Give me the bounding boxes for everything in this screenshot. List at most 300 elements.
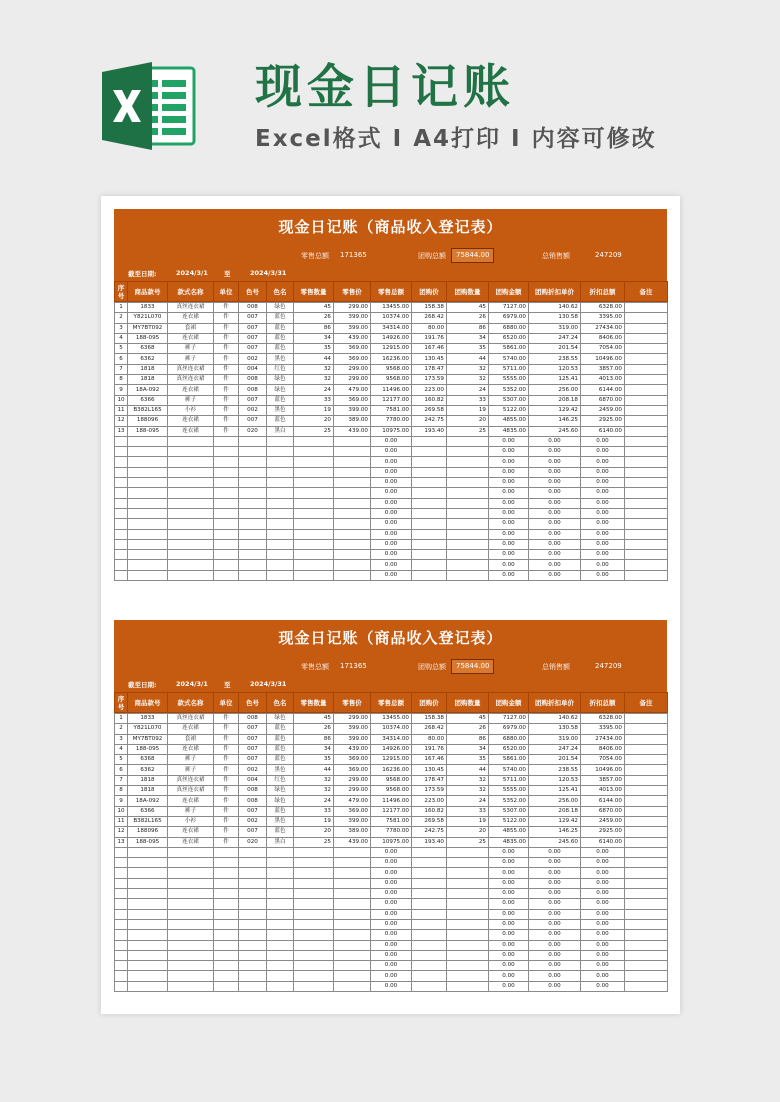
table-cell[interactable]: Y821L070 <box>128 724 168 734</box>
table-cell[interactable]: 9 <box>115 796 128 806</box>
table-cell[interactable]: 191.76 <box>412 744 447 754</box>
table-cell[interactable]: 裤子 <box>168 344 214 354</box>
table-cell[interactable] <box>115 950 128 960</box>
table-cell[interactable] <box>128 529 168 539</box>
table-cell[interactable]: 5555.00 <box>489 786 529 796</box>
table-cell[interactable] <box>214 950 239 960</box>
table-cell[interactable] <box>115 981 128 991</box>
table-cell[interactable] <box>115 961 128 971</box>
table-cell[interactable]: 008 <box>239 375 267 385</box>
table-cell[interactable]: 10 <box>115 806 128 816</box>
table-cell[interactable]: 439.00 <box>334 333 371 343</box>
table-cell[interactable]: 12 <box>115 827 128 837</box>
table-cell[interactable] <box>625 940 668 950</box>
table-cell[interactable] <box>294 981 334 991</box>
table-cell[interactable]: 件 <box>214 827 239 837</box>
table-cell[interactable] <box>168 529 214 539</box>
table-cell[interactable] <box>239 940 267 950</box>
table-cell[interactable]: 0.00 <box>529 878 581 888</box>
table-cell[interactable]: 1 <box>115 714 128 724</box>
table-cell[interactable]: 44 <box>447 354 489 364</box>
table-cell[interactable]: 4855.00 <box>489 416 529 426</box>
table-cell[interactable]: 11496.00 <box>371 385 412 395</box>
table-cell[interactable]: 160.82 <box>412 395 447 405</box>
table-cell[interactable]: 0.00 <box>489 971 529 981</box>
table-cell[interactable]: 0.00 <box>489 981 529 991</box>
table-cell[interactable] <box>239 930 267 940</box>
table-cell[interactable] <box>239 919 267 929</box>
table-cell[interactable]: 120.53 <box>529 364 581 374</box>
table-cell[interactable] <box>294 570 334 580</box>
table-cell[interactable] <box>115 868 128 878</box>
table-cell[interactable]: 0.00 <box>581 498 625 508</box>
table-cell[interactable]: 193.40 <box>412 426 447 436</box>
table-cell[interactable] <box>168 436 214 446</box>
table-cell[interactable] <box>168 467 214 477</box>
table-cell[interactable] <box>447 961 489 971</box>
table-cell[interactable] <box>294 909 334 919</box>
table-cell[interactable]: 25 <box>447 426 489 436</box>
table-cell[interactable]: 连衣裙 <box>168 426 214 436</box>
table-cell[interactable]: 399.00 <box>334 816 371 826</box>
table-cell[interactable]: 0.00 <box>581 858 625 868</box>
table-cell[interactable]: 0.00 <box>529 550 581 560</box>
table-cell[interactable] <box>115 457 128 467</box>
table-cell[interactable] <box>168 878 214 888</box>
table-cell[interactable] <box>267 436 294 446</box>
table-cell[interactable]: 8 <box>115 375 128 385</box>
table-cell[interactable] <box>214 519 239 529</box>
table-cell[interactable]: 9568.00 <box>371 775 412 785</box>
table-cell[interactable] <box>334 478 371 488</box>
table-cell[interactable]: 20 <box>294 416 334 426</box>
table-cell[interactable] <box>294 447 334 457</box>
table-cell[interactable] <box>334 971 371 981</box>
table-cell[interactable] <box>625 354 668 364</box>
table-cell[interactable] <box>334 889 371 899</box>
table-cell[interactable] <box>412 919 447 929</box>
table-cell[interactable]: 6880.00 <box>489 734 529 744</box>
table-cell[interactable]: 33 <box>447 806 489 816</box>
table-cell[interactable]: 蓝色 <box>267 344 294 354</box>
table-cell[interactable]: 绿色 <box>267 385 294 395</box>
table-cell[interactable] <box>214 529 239 539</box>
table-cell[interactable] <box>294 940 334 950</box>
table-cell[interactable] <box>412 909 447 919</box>
table-cell[interactable] <box>128 950 168 960</box>
table-cell[interactable] <box>214 508 239 518</box>
table-cell[interactable] <box>334 529 371 539</box>
table-cell[interactable] <box>625 796 668 806</box>
table-cell[interactable] <box>294 560 334 570</box>
table-cell[interactable]: 13 <box>115 426 128 436</box>
table-cell[interactable] <box>447 909 489 919</box>
table-cell[interactable]: 0.00 <box>489 447 529 457</box>
table-cell[interactable]: 3 <box>115 734 128 744</box>
table-cell[interactable]: 007 <box>239 416 267 426</box>
table-cell[interactable]: 008 <box>239 796 267 806</box>
table-cell[interactable] <box>447 981 489 991</box>
table-cell[interactable]: 129.42 <box>529 405 581 415</box>
table-cell[interactable]: 399.00 <box>334 405 371 415</box>
table-cell[interactable] <box>214 488 239 498</box>
table-cell[interactable]: 188096 <box>128 416 168 426</box>
table-cell[interactable]: 191.76 <box>412 333 447 343</box>
table-cell[interactable]: 7054.00 <box>581 755 625 765</box>
table-cell[interactable]: 45 <box>447 714 489 724</box>
table-cell[interactable] <box>267 529 294 539</box>
table-cell[interactable] <box>294 529 334 539</box>
table-cell[interactable] <box>239 498 267 508</box>
table-cell[interactable]: 裤子 <box>168 806 214 816</box>
table-cell[interactable]: 蓝色 <box>267 313 294 323</box>
table-cell[interactable] <box>625 714 668 724</box>
table-cell[interactable]: 连衣裙 <box>168 333 214 343</box>
table-cell[interactable]: 002 <box>239 765 267 775</box>
table-cell[interactable]: 256.00 <box>529 796 581 806</box>
table-cell[interactable] <box>412 899 447 909</box>
table-cell[interactable]: 0.00 <box>529 447 581 457</box>
table-cell[interactable] <box>115 878 128 888</box>
table-cell[interactable] <box>115 436 128 446</box>
table-cell[interactable] <box>625 765 668 775</box>
table-cell[interactable]: 件 <box>214 755 239 765</box>
table-cell[interactable] <box>267 940 294 950</box>
table-cell[interactable]: 4835.00 <box>489 837 529 847</box>
table-cell[interactable]: 黑色 <box>267 816 294 826</box>
table-cell[interactable] <box>334 436 371 446</box>
table-cell[interactable] <box>334 467 371 477</box>
table-cell[interactable]: 44 <box>447 765 489 775</box>
table-cell[interactable]: 439.00 <box>334 837 371 847</box>
table-cell[interactable] <box>168 971 214 981</box>
table-cell[interactable] <box>625 806 668 816</box>
table-cell[interactable] <box>267 488 294 498</box>
table-cell[interactable]: 0.00 <box>529 519 581 529</box>
table-cell[interactable] <box>625 395 668 405</box>
table-cell[interactable]: 0.00 <box>529 940 581 950</box>
table-cell[interactable] <box>294 919 334 929</box>
table-cell[interactable]: 10975.00 <box>371 837 412 847</box>
table-cell[interactable]: 0.00 <box>371 961 412 971</box>
table-cell[interactable]: 12 <box>115 416 128 426</box>
table-cell[interactable] <box>625 899 668 909</box>
table-cell[interactable] <box>128 878 168 888</box>
table-cell[interactable] <box>267 447 294 457</box>
table-cell[interactable] <box>239 457 267 467</box>
table-cell[interactable] <box>334 940 371 950</box>
table-cell[interactable] <box>128 961 168 971</box>
table-cell[interactable]: 8406.00 <box>581 744 625 754</box>
table-cell[interactable]: 红色 <box>267 775 294 785</box>
table-cell[interactable] <box>625 303 668 313</box>
table-cell[interactable] <box>168 498 214 508</box>
table-cell[interactable] <box>334 930 371 940</box>
table-cell[interactable] <box>267 909 294 919</box>
table-cell[interactable]: 0.00 <box>581 539 625 549</box>
table-cell[interactable] <box>334 847 371 857</box>
table-cell[interactable] <box>625 416 668 426</box>
table-cell[interactable]: 6880.00 <box>489 323 529 333</box>
table-cell[interactable]: 0.00 <box>581 919 625 929</box>
table-cell[interactable]: 蓝色 <box>267 323 294 333</box>
table-cell[interactable]: 269.58 <box>412 816 447 826</box>
table-cell[interactable] <box>334 981 371 991</box>
table-cell[interactable]: 2925.00 <box>581 827 625 837</box>
table-cell[interactable]: 208.18 <box>529 395 581 405</box>
table-cell[interactable] <box>294 889 334 899</box>
table-cell[interactable]: 0.00 <box>489 457 529 467</box>
table-cell[interactable]: 件 <box>214 303 239 313</box>
table-cell[interactable]: 0.00 <box>529 858 581 868</box>
table-cell[interactable]: 9568.00 <box>371 364 412 374</box>
table-cell[interactable]: 399.00 <box>334 313 371 323</box>
table-cell[interactable]: 44 <box>294 765 334 775</box>
table-cell[interactable]: 3395.00 <box>581 724 625 734</box>
table-cell[interactable] <box>128 971 168 981</box>
table-cell[interactable]: 件 <box>214 816 239 826</box>
table-cell[interactable]: 007 <box>239 313 267 323</box>
table-cell[interactable] <box>128 570 168 580</box>
table-cell[interactable] <box>267 950 294 960</box>
table-cell[interactable]: 242.75 <box>412 416 447 426</box>
table-cell[interactable] <box>115 858 128 868</box>
table-cell[interactable] <box>128 508 168 518</box>
table-cell[interactable]: 2 <box>115 724 128 734</box>
table-cell[interactable]: 24 <box>447 385 489 395</box>
table-cell[interactable]: 件 <box>214 333 239 343</box>
table-cell[interactable]: 0.00 <box>489 478 529 488</box>
table-cell[interactable]: 蓝色 <box>267 806 294 816</box>
table-cell[interactable] <box>128 868 168 878</box>
table-cell[interactable]: 绿色 <box>267 714 294 724</box>
table-cell[interactable]: 268.42 <box>412 724 447 734</box>
table-cell[interactable]: 绿色 <box>267 786 294 796</box>
table-cell[interactable] <box>168 930 214 940</box>
table-cell[interactable] <box>115 488 128 498</box>
table-cell[interactable]: 件 <box>214 734 239 744</box>
table-cell[interactable] <box>239 868 267 878</box>
table-cell[interactable]: 件 <box>214 724 239 734</box>
table-cell[interactable] <box>267 560 294 570</box>
table-cell[interactable]: 299.00 <box>334 714 371 724</box>
table-cell[interactable]: 0.00 <box>371 488 412 498</box>
table-cell[interactable]: 26 <box>294 724 334 734</box>
table-cell[interactable] <box>625 816 668 826</box>
table-cell[interactable]: 0.00 <box>529 981 581 991</box>
table-cell[interactable] <box>267 508 294 518</box>
table-cell[interactable]: 裤子 <box>168 755 214 765</box>
table-cell[interactable]: 连衣裙 <box>168 827 214 837</box>
table-cell[interactable]: 27434.00 <box>581 323 625 333</box>
table-cell[interactable] <box>447 498 489 508</box>
table-cell[interactable]: 146.25 <box>529 827 581 837</box>
table-cell[interactable]: 小衫 <box>168 816 214 826</box>
table-cell[interactable] <box>168 858 214 868</box>
table-cell[interactable]: 件 <box>214 426 239 436</box>
table-cell[interactable]: 0.00 <box>489 508 529 518</box>
table-cell[interactable] <box>625 724 668 734</box>
table-cell[interactable]: 0.00 <box>581 488 625 498</box>
table-cell[interactable] <box>334 909 371 919</box>
table-cell[interactable]: 34 <box>447 744 489 754</box>
table-cell[interactable]: 19 <box>447 405 489 415</box>
table-cell[interactable] <box>447 889 489 899</box>
table-cell[interactable]: 7581.00 <box>371 405 412 415</box>
table-cell[interactable] <box>168 940 214 950</box>
table-cell[interactable] <box>115 847 128 857</box>
table-cell[interactable] <box>625 971 668 981</box>
table-cell[interactable] <box>447 919 489 929</box>
table-cell[interactable]: 0.00 <box>489 467 529 477</box>
table-cell[interactable]: 0.00 <box>529 930 581 940</box>
table-cell[interactable]: 25 <box>447 837 489 847</box>
table-cell[interactable]: 14926.00 <box>371 333 412 343</box>
table-cell[interactable]: 0.00 <box>581 467 625 477</box>
table-cell[interactable]: 26 <box>447 313 489 323</box>
table-cell[interactable]: 6140.00 <box>581 426 625 436</box>
table-cell[interactable] <box>334 498 371 508</box>
table-cell[interactable] <box>115 550 128 560</box>
table-cell[interactable]: 0.00 <box>529 889 581 899</box>
table-cell[interactable]: 2 <box>115 313 128 323</box>
table-cell[interactable]: 6979.00 <box>489 313 529 323</box>
table-cell[interactable] <box>412 467 447 477</box>
table-cell[interactable]: 6870.00 <box>581 395 625 405</box>
table-cell[interactable]: 45 <box>294 714 334 724</box>
table-cell[interactable]: 3857.00 <box>581 364 625 374</box>
table-cell[interactable]: 130.58 <box>529 724 581 734</box>
table-cell[interactable] <box>239 570 267 580</box>
table-cell[interactable] <box>625 734 668 744</box>
table-cell[interactable]: 5555.00 <box>489 375 529 385</box>
table-cell[interactable]: 0.00 <box>489 930 529 940</box>
table-cell[interactable] <box>625 333 668 343</box>
table-cell[interactable] <box>625 519 668 529</box>
table-cell[interactable]: 0.00 <box>489 847 529 857</box>
table-cell[interactable] <box>447 868 489 878</box>
table-cell[interactable]: 0.00 <box>581 930 625 940</box>
table-cell[interactable] <box>214 539 239 549</box>
table-cell[interactable] <box>625 436 668 446</box>
group-total-value[interactable]: 75844.00 <box>451 248 494 263</box>
table-cell[interactable] <box>294 550 334 560</box>
table-cell[interactable]: 0.00 <box>529 899 581 909</box>
table-cell[interactable]: 86 <box>294 734 334 744</box>
table-cell[interactable]: 6328.00 <box>581 714 625 724</box>
table-cell[interactable]: 黑白 <box>267 426 294 436</box>
table-cell[interactable] <box>239 447 267 457</box>
table-cell[interactable]: 369.00 <box>334 354 371 364</box>
table-cell[interactable]: 140.62 <box>529 303 581 313</box>
table-cell[interactable]: 0.00 <box>489 899 529 909</box>
table-cell[interactable]: 0.00 <box>529 539 581 549</box>
table-cell[interactable] <box>239 961 267 971</box>
table-cell[interactable] <box>214 447 239 457</box>
table-cell[interactable] <box>412 847 447 857</box>
table-cell[interactable] <box>128 940 168 950</box>
table-cell[interactable] <box>294 868 334 878</box>
table-cell[interactable] <box>334 950 371 960</box>
table-cell[interactable] <box>267 457 294 467</box>
table-cell[interactable]: 125.41 <box>529 786 581 796</box>
table-cell[interactable]: 008 <box>239 786 267 796</box>
table-cell[interactable]: 10496.00 <box>581 765 625 775</box>
table-cell[interactable] <box>447 899 489 909</box>
table-cell[interactable] <box>115 940 128 950</box>
table-cell[interactable]: 319.00 <box>529 734 581 744</box>
table-cell[interactable]: 件 <box>214 375 239 385</box>
table-cell[interactable]: 399.00 <box>334 724 371 734</box>
table-cell[interactable]: 004 <box>239 775 267 785</box>
table-cell[interactable]: 1818 <box>128 786 168 796</box>
table-cell[interactable]: 007 <box>239 755 267 765</box>
table-cell[interactable] <box>625 961 668 971</box>
table-cell[interactable] <box>447 519 489 529</box>
table-cell[interactable] <box>447 950 489 960</box>
table-cell[interactable]: 0.00 <box>371 919 412 929</box>
table-cell[interactable]: 6366 <box>128 395 168 405</box>
table-cell[interactable] <box>267 498 294 508</box>
table-cell[interactable]: 0.00 <box>581 950 625 960</box>
table-cell[interactable] <box>447 508 489 518</box>
start-date[interactable]: 2024/3/1 <box>176 680 208 688</box>
table-cell[interactable] <box>214 909 239 919</box>
table-cell[interactable] <box>214 498 239 508</box>
table-cell[interactable]: 件 <box>214 395 239 405</box>
table-cell[interactable]: 0.00 <box>489 919 529 929</box>
table-cell[interactable] <box>334 447 371 457</box>
table-cell[interactable]: 319.00 <box>529 323 581 333</box>
table-cell[interactable]: 5711.00 <box>489 364 529 374</box>
table-cell[interactable] <box>168 550 214 560</box>
table-cell[interactable] <box>168 899 214 909</box>
table-cell[interactable] <box>214 436 239 446</box>
table-cell[interactable]: 256.00 <box>529 385 581 395</box>
table-cell[interactable] <box>168 457 214 467</box>
table-cell[interactable]: 130.45 <box>412 765 447 775</box>
table-cell[interactable]: 173.59 <box>412 375 447 385</box>
table-cell[interactable]: 14926.00 <box>371 744 412 754</box>
table-cell[interactable] <box>625 550 668 560</box>
table-cell[interactable]: 35 <box>294 755 334 765</box>
table-cell[interactable]: 0.00 <box>529 919 581 929</box>
table-cell[interactable]: 0.00 <box>529 508 581 518</box>
table-cell[interactable] <box>294 457 334 467</box>
table-cell[interactable]: 34314.00 <box>371 734 412 744</box>
table-cell[interactable] <box>334 488 371 498</box>
table-cell[interactable]: 247.24 <box>529 333 581 343</box>
table-cell[interactable]: 6144.00 <box>581 385 625 395</box>
table-cell[interactable]: 160.82 <box>412 806 447 816</box>
table-cell[interactable]: 6979.00 <box>489 724 529 734</box>
table-cell[interactable] <box>267 930 294 940</box>
table-cell[interactable] <box>625 498 668 508</box>
table-cell[interactable]: 0.00 <box>581 889 625 899</box>
table-cell[interactable] <box>239 478 267 488</box>
table-cell[interactable]: 0.00 <box>371 508 412 518</box>
table-cell[interactable] <box>294 961 334 971</box>
table-cell[interactable]: 299.00 <box>334 786 371 796</box>
table-cell[interactable]: 5122.00 <box>489 816 529 826</box>
table-cell[interactable] <box>447 467 489 477</box>
table-cell[interactable]: 32 <box>294 375 334 385</box>
table-cell[interactable] <box>128 519 168 529</box>
table-cell[interactable]: 11496.00 <box>371 796 412 806</box>
table-cell[interactable]: 80.00 <box>412 323 447 333</box>
table-cell[interactable]: 件 <box>214 344 239 354</box>
table-cell[interactable] <box>128 478 168 488</box>
